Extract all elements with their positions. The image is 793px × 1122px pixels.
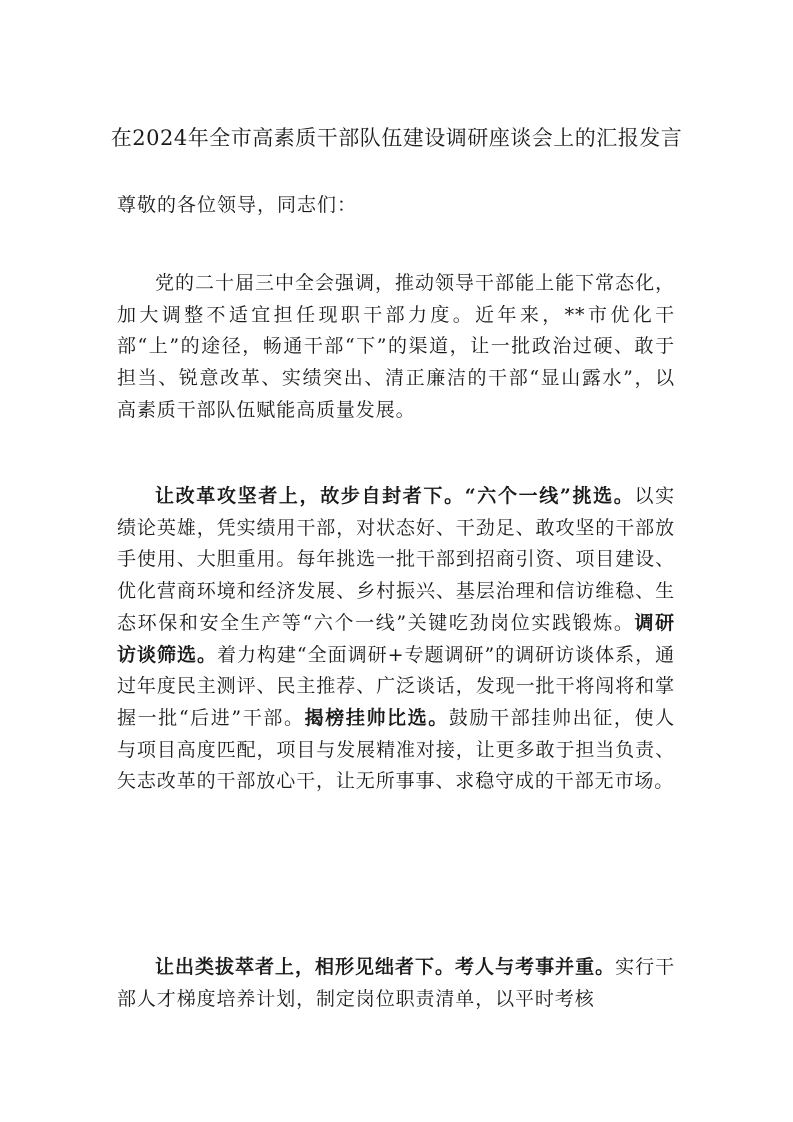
salutation: 尊敬的各位领导，同志们：	[117, 194, 358, 216]
paragraph-text: 着力构建“全面调研+专题调研”的调研访谈体系，通过年度民主测评、民主推荐、广泛谈话，发现一批干将闯将和掌握一批“后进”干部。	[117, 643, 675, 729]
paragraph-1	[117, 268, 675, 427]
document-title: 在2024年全市高素质干部队伍建设调研座谈会上的汇报发言	[110, 126, 683, 150]
paragraph-text: 鼓励干部挂帅出征，使人与项目高度匹配，项目与发展精准对接，让更多敢于担当负责、矢志改革的干部放心干，让无所事事、求稳守成的干部无市场。	[117, 706, 675, 793]
paragraph-text: 实行干部人才梯度培养计划，制定岗位职责清单，以平时考核	[117, 956, 676, 1010]
subheading: 调研访谈筛选。	[117, 611, 676, 666]
paragraph-3	[117, 952, 675, 1015]
paragraph-2	[117, 481, 675, 798]
subheading: 揭榜挂帅比选。	[304, 706, 449, 729]
paragraph-text: 党的二十届三中全会强调，推动领导干部能上能下常态化，加大调整不适宜担任现职干部力度。近年来，**市优化干部“上”的途径，畅通干部“下”的渠道，让一批政治过硬、敢于担当、锐意改革、实绩突出、清正廉洁的干部“显山露水”，以高素质干部队伍赋能高质量发展。	[117, 272, 675, 421]
paragraph-text: 以实绩论英雄，凭实绩用干部，对状态好、干劲足、敢攻坚的干部放手使用、大胆重用。每年挑选一批干部到招商引资、项目建设、优化营商环境和经济发展、乡村振兴、基层治理和信访维稳、生态环保和安全生产等“六个一线”关键吃劲岗位实践锻炼。	[117, 485, 675, 634]
section-heading: 让改革攻坚者上，故步自封者下。“六个一线”挑选。	[155, 485, 635, 507]
section-heading: 让出类拔萃者上，相形见绌者下。考人与考事并重。	[155, 956, 616, 978]
